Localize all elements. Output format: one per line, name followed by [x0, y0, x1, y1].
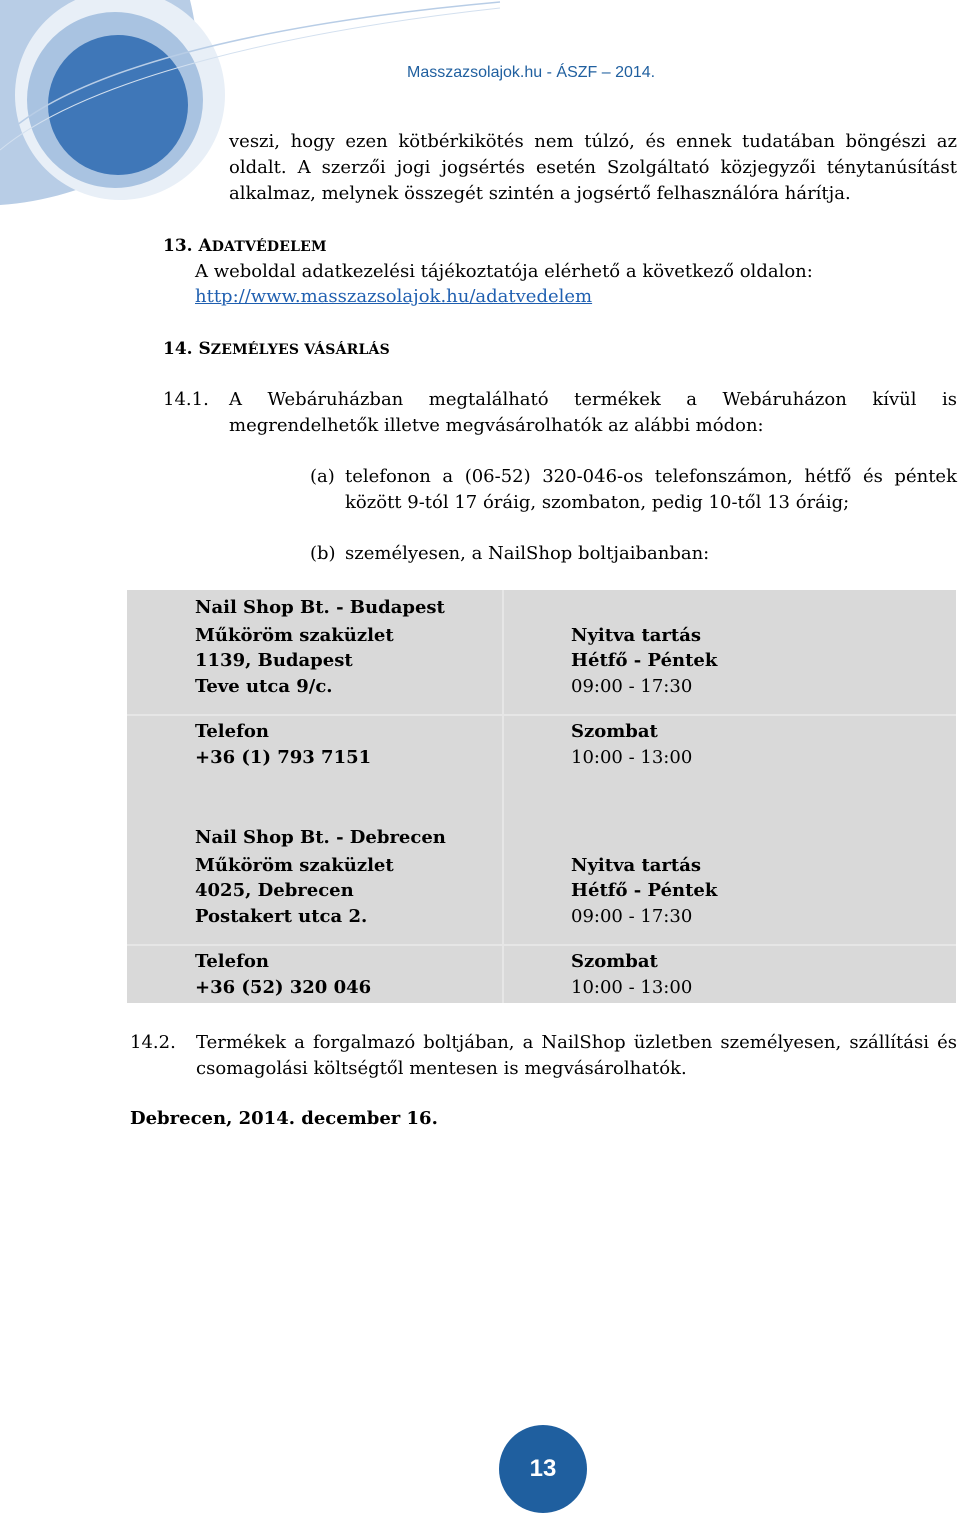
shop-street: Teve utca 9/c.: [195, 676, 333, 697]
privacy-policy-link[interactable]: http://www.masszazsolajok.hu/adatvedelem: [195, 286, 593, 307]
saturday-hours: 10:00 - 13:00: [571, 747, 693, 768]
shop-phone-label: Telefon: [195, 951, 269, 972]
shop-type: Műköröm szaküzlet: [195, 625, 394, 646]
item-b-text: személyesen, a NailShop boltjaibanban:: [345, 543, 710, 564]
section-13-text: A weboldal adatkezelési tájékoztatója elérhető a következő oldalon:: [195, 261, 813, 282]
section-14-heading: [163, 336, 390, 363]
shop-info-box-budapest: [127, 590, 956, 822]
paragraph-14-2: [196, 1030, 957, 1082]
shop-name: Nail Shop Bt. - Debrecen: [195, 827, 446, 848]
heading-rest: ZEMÉLYES VÁSÁRLÁS: [210, 342, 390, 358]
paragraph-line: A Webáruházban megtalálható termékek a Webáruházon kívül is: [229, 389, 957, 410]
heading-rest: DATVÉDELEM: [211, 239, 327, 255]
shop-info-box-debrecen: [127, 822, 956, 1003]
shop-type: Műköröm szaküzlet: [195, 855, 394, 876]
intro-paragraph: [229, 129, 957, 207]
page-header-title: Masszazsolajok.hu - ÁSZF – 2014.: [407, 64, 656, 81]
box-divider: [502, 590, 504, 822]
signature-place-date: Debrecen, 2014. december 16.: [130, 1108, 438, 1129]
shop-phone-label: Telefon: [195, 721, 269, 742]
page-number-badge: 13: [499, 1425, 587, 1513]
section-number: 14.: [163, 339, 193, 359]
shop-phone: +36 (1) 793 7151: [195, 747, 372, 768]
paragraph-line: megrendelhetők illetve megvásárolhatók az alábbi módon:: [229, 415, 764, 436]
shop-phone: +36 (52) 320 046: [195, 977, 372, 998]
intro-line: alkalmaz, melynek összegét szintén a jogsértő felhasználóra hárítja.: [229, 183, 851, 204]
saturday-label: Szombat: [571, 721, 658, 742]
box-divider: [127, 944, 956, 946]
weekday-hours: 09:00 - 17:30: [571, 676, 693, 697]
weekday-label: Hétfő - Péntek: [571, 880, 718, 901]
item-a-label: (a): [310, 466, 335, 487]
shop-city: 1139, Budapest: [195, 650, 353, 671]
paragraph-number-14-2: 14.2.: [130, 1032, 176, 1053]
item-b-label: (b): [310, 543, 336, 564]
item-line: között 9-tól 17 óráig, szombaton, pedig 10-től 13 óráig;: [345, 492, 850, 513]
heading-initial: S: [198, 339, 211, 359]
section-number: 13.: [163, 236, 193, 256]
shop-city: 4025, Debrecen: [195, 880, 354, 901]
saturday-label: Szombat: [571, 951, 658, 972]
box-divider: [502, 822, 504, 1003]
intro-line: veszi, hogy ezen kötbérkikötés nem túlzó, és ennek tudatában böngészi az: [229, 131, 957, 152]
weekday-label: Hétfő - Péntek: [571, 650, 718, 671]
intro-line: oldalt. A szerzői jogi jogsértés esetén Szolgáltató közjegyzői ténytanúsítást: [229, 157, 957, 178]
opening-hours-title: Nyitva tartás: [571, 855, 702, 876]
shop-street: Postakert utca 2.: [195, 906, 368, 927]
paragraph-number-14-1: 14.1.: [163, 389, 209, 410]
weekday-hours: 09:00 - 17:30: [571, 906, 693, 927]
section-13-heading: [163, 233, 327, 260]
shop-name: Nail Shop Bt. - Budapest: [195, 597, 445, 618]
saturday-hours: 10:00 - 13:00: [571, 977, 693, 998]
item-line: telefonon a (06-52) 320-046-os telefonszámon, hétfő és péntek: [345, 466, 957, 487]
item-a-text: [345, 464, 957, 516]
paragraph-line: csomagolási költségtől mentesen is megvásárolhatók.: [196, 1058, 687, 1079]
opening-hours-title: Nyitva tartás: [571, 625, 702, 646]
heading-initial: A: [198, 236, 212, 256]
box-divider: [127, 714, 956, 716]
paragraph-line: Termékek a forgalmazó boltjában, a NailShop üzletben személyesen, szállítási és: [196, 1032, 957, 1053]
paragraph-14-1: [229, 387, 957, 439]
